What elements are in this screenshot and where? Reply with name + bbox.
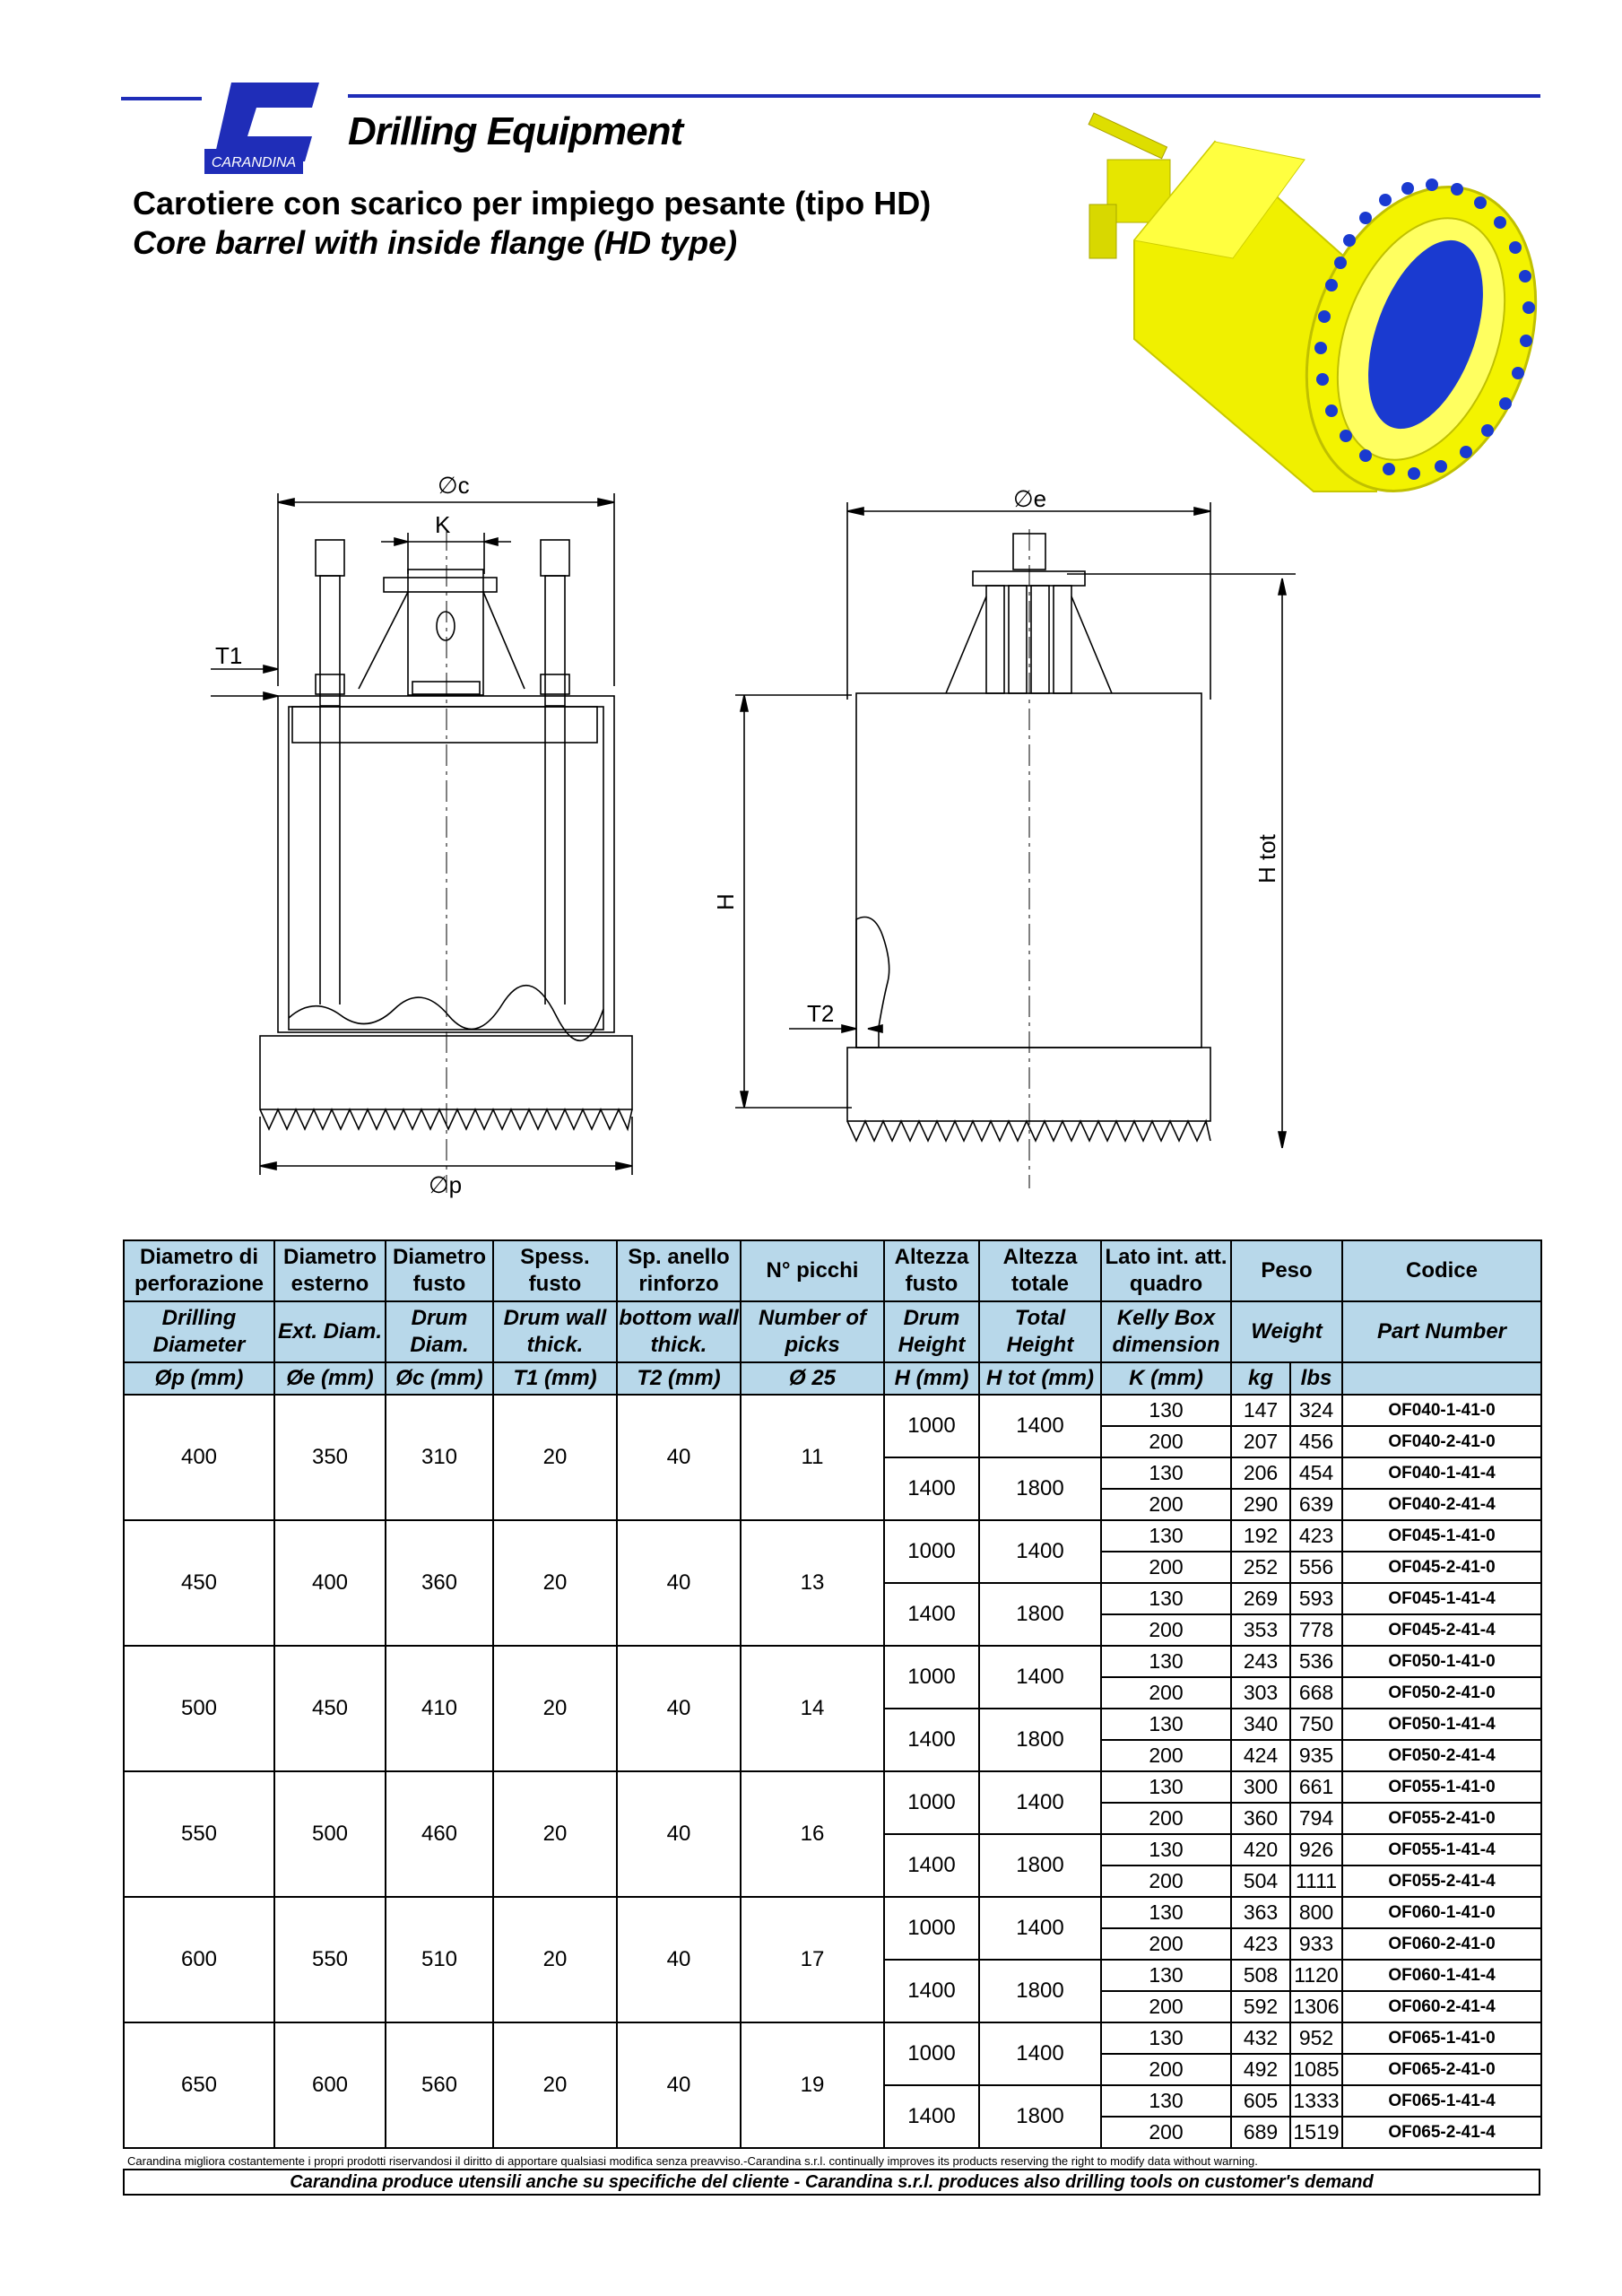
cell-drum-height: 1000 [884,2022,979,2085]
label-dia-p: ∅p [429,1171,463,1198]
cell-kelly-box: 130 [1101,2085,1231,2117]
core-barrel-3d-illustration [1080,106,1547,500]
th-en-ext-diameter: Ext. Diam. [274,1301,386,1362]
front-section-drawing [179,466,664,1202]
cell-weight-kg: 206 [1231,1457,1290,1489]
cell-total-height: 1800 [979,1709,1101,1771]
cell-kelly-box: 200 [1101,2117,1231,2148]
cell-total-height: 1400 [979,1395,1101,1457]
cell-kelly-box: 200 [1101,2054,1231,2085]
cell-weight-lbs: 1306 [1290,1991,1342,2022]
th-ext-diameter: Diametro esterno [274,1240,386,1301]
cell-weight-lbs: 1333 [1290,2085,1342,2117]
cell-part-number: OF055-1-41-4 [1342,1834,1541,1866]
cell-weight-lbs: 1085 [1290,2054,1342,2085]
cell-bottom-wall: 40 [617,1771,741,1897]
cell-kelly-box: 130 [1101,1583,1231,1614]
cell-part-number: OF040-2-41-0 [1342,1426,1541,1457]
cell-bottom-wall: 40 [617,1395,741,1520]
cell-drum-wall: 20 [493,1395,617,1520]
cell-weight-lbs: 750 [1290,1709,1342,1740]
th-part-number: Codice [1342,1240,1541,1301]
cell-total-height: 1400 [979,2022,1101,2085]
cell-drum-diameter: 460 [386,1771,493,1897]
cell-part-number: OF065-1-41-4 [1342,2085,1541,2117]
cell-weight-kg: 492 [1231,2054,1290,2085]
unit-bottom-wall: T2 (mm) [617,1362,741,1395]
cell-weight-lbs: 668 [1290,1677,1342,1709]
cell-kelly-box: 130 [1101,1771,1231,1803]
th-en-part-number: Part Number [1342,1301,1541,1362]
cell-drum-diameter: 360 [386,1520,493,1646]
cell-ext-diameter: 350 [274,1395,386,1520]
th-drilling-diameter: Diametro di perforazione [124,1240,274,1301]
cell-weight-lbs: 1519 [1290,2117,1342,2148]
cell-part-number: OF045-2-41-0 [1342,1552,1541,1583]
cell-part-number: OF050-2-41-0 [1342,1677,1541,1709]
cell-drum-height: 1400 [884,1834,979,1897]
th-drum-wall: Spess. fusto [493,1240,617,1301]
th-en-drum-diameter: Drum Diam. [386,1301,493,1362]
header-rule-right [348,94,1540,98]
unit-kg: kg [1231,1362,1290,1395]
th-kelly-box: Lato int. att. quadro [1101,1240,1231,1301]
cell-picks: 11 [741,1395,884,1520]
cell-part-number: OF055-2-41-0 [1342,1803,1541,1834]
cell-kelly-box: 200 [1101,1426,1231,1457]
th-drum-height: Altezza fusto [884,1240,979,1301]
logo-text: CARANDINA [211,155,297,170]
label-k: K [435,511,451,538]
th-en-drum-height: Drum Height [884,1301,979,1362]
cell-ext-diameter: 600 [274,2022,386,2148]
cell-picks: 17 [741,1897,884,2022]
cell-kelly-box: 200 [1101,1803,1231,1834]
cell-weight-kg: 353 [1231,1614,1290,1646]
table-row [124,1395,1541,1426]
cell-weight-kg: 420 [1231,1834,1290,1866]
cell-drum-wall: 20 [493,2022,617,2148]
cell-weight-lbs: 593 [1290,1583,1342,1614]
spec-table [123,1239,1542,2149]
cell-weight-kg: 340 [1231,1709,1290,1740]
page-title-italian: Carotiere con scarico per impiego pesante (tipo HD) [133,185,932,222]
cell-weight-kg: 592 [1231,1991,1290,2022]
cell-kelly-box: 200 [1101,1740,1231,1771]
cell-weight-lbs: 556 [1290,1552,1342,1583]
cell-drum-wall: 20 [493,1646,617,1771]
cell-total-height: 1400 [979,1771,1101,1834]
cell-weight-kg: 363 [1231,1897,1290,1928]
unit-drum-height: H (mm) [884,1362,979,1395]
cell-part-number: OF060-1-41-0 [1342,1897,1541,1928]
th-bottom-wall: Sp. anello rinforzo [617,1240,741,1301]
table-row [124,1897,1541,1928]
cell-weight-lbs: 794 [1290,1803,1342,1834]
cell-drum-height: 1400 [884,1583,979,1646]
cell-part-number: OF060-2-41-0 [1342,1928,1541,1960]
cell-weight-kg: 689 [1231,2117,1290,2148]
cell-picks: 13 [741,1520,884,1646]
cell-kelly-box: 130 [1101,1646,1231,1677]
cell-weight-kg: 252 [1231,1552,1290,1583]
cell-part-number: OF065-1-41-0 [1342,2022,1541,2054]
label-h-tot: H tot [1253,834,1280,883]
unit-drilling-diameter: Øp (mm) [124,1362,274,1395]
table-row [124,2022,1541,2054]
cell-kelly-box: 200 [1101,1552,1231,1583]
page-title-english: Core barrel with inside flange (HD type) [133,224,738,261]
cell-weight-kg: 424 [1231,1740,1290,1771]
cell-weight-lbs: 454 [1290,1457,1342,1489]
cell-total-height: 1800 [979,1457,1101,1520]
cell-weight-kg: 300 [1231,1771,1290,1803]
cell-weight-lbs: 456 [1290,1426,1342,1457]
brand-title: Drilling Equipment [348,109,683,153]
cell-bottom-wall: 40 [617,2022,741,2148]
cell-kelly-box: 130 [1101,2022,1231,2054]
cell-part-number: OF040-1-41-0 [1342,1395,1541,1426]
cell-drum-height: 1000 [884,1771,979,1834]
th-en-weight: Weight [1231,1301,1342,1362]
th-en-kelly-box: Kelly Box dimension [1101,1301,1231,1362]
table-row [124,1520,1541,1552]
th-drum-diameter: Diametro fusto [386,1240,493,1301]
th-en-bottom-wall: bottom wall thick. [617,1301,741,1362]
cell-kelly-box: 130 [1101,1709,1231,1740]
cell-part-number: OF055-1-41-0 [1342,1771,1541,1803]
cell-drilling-diameter: 450 [124,1520,274,1646]
cell-drum-height: 1400 [884,1960,979,2022]
cell-part-number: OF045-2-41-4 [1342,1614,1541,1646]
unit-drum-diameter: Øc (mm) [386,1362,493,1395]
cell-weight-lbs: 778 [1290,1614,1342,1646]
carandina-logo [204,81,323,178]
th-en-drilling-diameter: Drilling Diameter [124,1301,274,1362]
cell-total-height: 1800 [979,2085,1101,2148]
cell-kelly-box: 130 [1101,1960,1231,1991]
cell-weight-kg: 243 [1231,1646,1290,1677]
label-h: H [712,893,739,910]
cell-drum-wall: 20 [493,1897,617,2022]
cell-kelly-box: 200 [1101,1866,1231,1897]
cell-weight-kg: 207 [1231,1426,1290,1457]
cell-bottom-wall: 40 [617,1520,741,1646]
cell-part-number: OF050-1-41-4 [1342,1709,1541,1740]
cell-weight-lbs: 1120 [1290,1960,1342,1991]
cell-drum-height: 1400 [884,2085,979,2148]
cell-weight-lbs: 423 [1290,1520,1342,1552]
cell-part-number: OF050-2-41-4 [1342,1740,1541,1771]
cell-drum-height: 1000 [884,1395,979,1457]
cell-weight-lbs: 639 [1290,1489,1342,1520]
header-row-english [124,1301,1541,1362]
cell-total-height: 1800 [979,1834,1101,1897]
cell-drum-wall: 20 [493,1771,617,1897]
cell-kelly-box: 130 [1101,1897,1231,1928]
table-row [124,1771,1541,1803]
cell-weight-kg: 269 [1231,1583,1290,1614]
cell-weight-kg: 423 [1231,1928,1290,1960]
unit-lbs: lbs [1290,1362,1342,1395]
cell-weight-lbs: 933 [1290,1928,1342,1960]
cell-weight-kg: 605 [1231,2085,1290,2117]
cell-weight-lbs: 935 [1290,1740,1342,1771]
header-row-units [124,1362,1541,1395]
cell-picks: 16 [741,1771,884,1897]
cell-part-number: OF060-2-41-4 [1342,1991,1541,2022]
th-en-picks: Number of picks [741,1301,884,1362]
cell-total-height: 1400 [979,1897,1101,1960]
th-total-height: Altezza totale [979,1240,1101,1301]
cell-part-number: OF065-2-41-0 [1342,2054,1541,2085]
cell-part-number: OF045-1-41-0 [1342,1520,1541,1552]
cell-drum-wall: 20 [493,1520,617,1646]
cell-part-number: OF060-1-41-4 [1342,1960,1541,1991]
cell-weight-lbs: 800 [1290,1897,1342,1928]
cell-weight-lbs: 661 [1290,1771,1342,1803]
footer-custom-notice: Carandina produce utensili anche su specifiche del cliente - Carandina s.r.l. produces also drilling tools on customer's demand [123,2169,1540,2196]
cell-drum-height: 1000 [884,1897,979,1960]
cell-drum-diameter: 410 [386,1646,493,1771]
cell-ext-diameter: 400 [274,1520,386,1646]
cell-part-number: OF055-2-41-4 [1342,1866,1541,1897]
cell-weight-kg: 508 [1231,1960,1290,1991]
cell-drilling-diameter: 600 [124,1897,274,2022]
cell-bottom-wall: 40 [617,1646,741,1771]
cell-total-height: 1400 [979,1646,1101,1709]
cell-kelly-box: 200 [1101,1991,1231,2022]
cell-kelly-box: 200 [1101,1677,1231,1709]
cell-total-height: 1800 [979,1583,1101,1646]
cell-kelly-box: 130 [1101,1834,1231,1866]
cell-drilling-diameter: 550 [124,1771,274,1897]
cell-weight-lbs: 536 [1290,1646,1342,1677]
label-t1: T1 [215,642,243,669]
cell-ext-diameter: 550 [274,1897,386,2022]
cell-drum-diameter: 310 [386,1395,493,1520]
cell-drum-height: 1000 [884,1646,979,1709]
cell-part-number: OF045-1-41-4 [1342,1583,1541,1614]
cell-ext-diameter: 450 [274,1646,386,1771]
cell-part-number: OF040-2-41-4 [1342,1489,1541,1520]
label-dia-e: ∅e [1013,485,1047,512]
cell-weight-kg: 303 [1231,1677,1290,1709]
cell-total-height: 1400 [979,1520,1101,1583]
cell-weight-lbs: 324 [1290,1395,1342,1426]
th-picks: N° picchi [741,1240,884,1301]
cell-drum-height: 1000 [884,1520,979,1583]
cell-weight-lbs: 926 [1290,1834,1342,1866]
cell-bottom-wall: 40 [617,1897,741,2022]
footer-note: Carandina migliora costantemente i propri prodotti riservandosi il diritto di apportare qualsiasi modifica senza preavviso.-Carandina s.r.l. continually improves its products reserving the right to modify data without warning. [127,2154,1258,2168]
cell-kelly-box: 130 [1101,1520,1231,1552]
cell-kelly-box: 130 [1101,1395,1231,1426]
cell-weight-kg: 360 [1231,1803,1290,1834]
unit-part-number [1342,1362,1541,1395]
cell-kelly-box: 130 [1101,1457,1231,1489]
cell-part-number: OF040-1-41-4 [1342,1457,1541,1489]
side-view-drawing [712,480,1327,1197]
unit-picks: Ø 25 [741,1362,884,1395]
label-dia-c: ∅c [438,472,470,499]
cell-weight-lbs: 1111 [1290,1866,1342,1897]
cell-total-height: 1800 [979,1960,1101,2022]
th-weight: Peso [1231,1240,1342,1301]
th-en-total-height: Total Height [979,1301,1101,1362]
cell-kelly-box: 200 [1101,1614,1231,1646]
cell-drilling-diameter: 400 [124,1395,274,1520]
cell-kelly-box: 200 [1101,1489,1231,1520]
cell-part-number: OF050-1-41-0 [1342,1646,1541,1677]
cell-drilling-diameter: 500 [124,1646,274,1771]
unit-kelly-box: K (mm) [1101,1362,1231,1395]
unit-drum-wall: T1 (mm) [493,1362,617,1395]
cell-ext-diameter: 500 [274,1771,386,1897]
cell-weight-kg: 504 [1231,1866,1290,1897]
table-row [124,1646,1541,1677]
cell-weight-kg: 290 [1231,1489,1290,1520]
cell-weight-lbs: 952 [1290,2022,1342,2054]
cell-drilling-diameter: 650 [124,2022,274,2148]
cell-drum-diameter: 560 [386,2022,493,2148]
cell-picks: 14 [741,1646,884,1771]
cell-drum-height: 1400 [884,1457,979,1520]
cell-picks: 19 [741,2022,884,2148]
unit-total-height: H tot (mm) [979,1362,1101,1395]
cell-drum-diameter: 510 [386,1897,493,2022]
th-en-drum-wall: Drum wall thick. [493,1301,617,1362]
unit-ext-diameter: Øe (mm) [274,1362,386,1395]
cell-weight-kg: 147 [1231,1395,1290,1426]
header-row-italian [124,1240,1541,1301]
cell-part-number: OF065-2-41-4 [1342,2117,1541,2148]
label-t2: T2 [807,1000,835,1027]
cell-kelly-box: 200 [1101,1928,1231,1960]
cell-weight-kg: 432 [1231,2022,1290,2054]
cell-drum-height: 1400 [884,1709,979,1771]
header-rule-left [121,97,202,100]
cell-weight-kg: 192 [1231,1520,1290,1552]
